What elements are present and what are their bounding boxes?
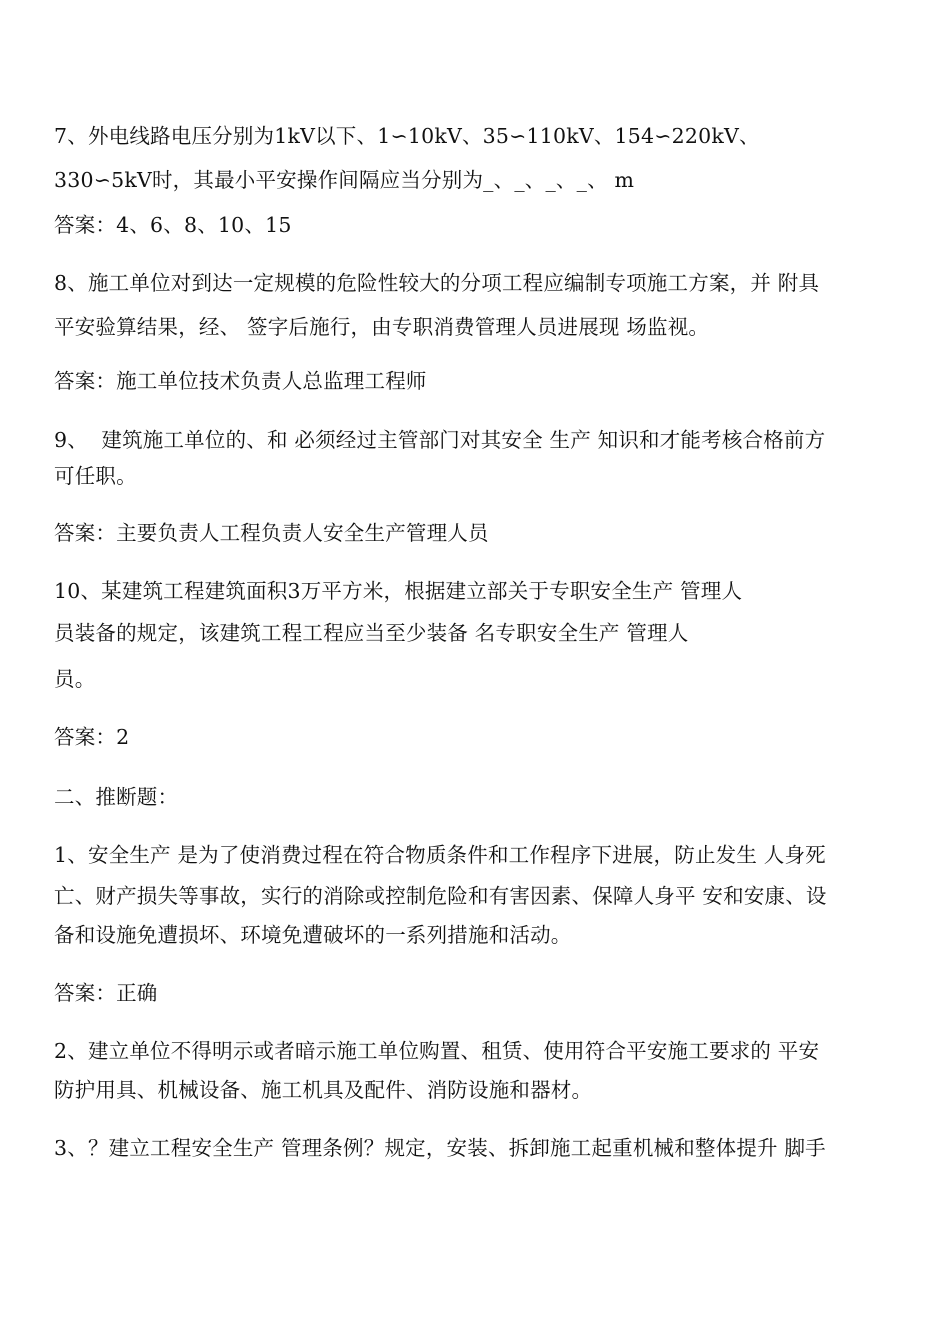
answer-judgement-1: 答案：正确 xyxy=(54,981,158,1005)
judgement-1-line-3: 备和设施免遭损坏、环境免遭破坏的一系列措施和活动。 xyxy=(54,923,572,947)
question-10-line-3: 员。 xyxy=(54,667,96,691)
section-heading-judgement: 二、推断题： xyxy=(54,785,179,809)
answer-10: 答案：2 xyxy=(54,725,130,749)
question-10-line-2: 员装备的规定，该建筑工程工程应当至少装备 名专职安全生产 管理人 xyxy=(54,621,689,645)
judgement-2-line-1: 2、建立单位不得明示或者暗示施工单位购置、租赁、使用符合平安施工要求的 平安 xyxy=(54,1039,820,1063)
question-9-line-1: 9、 建筑施工单位的、和 必须经过主管部门对其安全 生产 知识和才能考核合格前方 xyxy=(54,428,826,452)
answer-7: 答案：4、6、8、10、15 xyxy=(54,213,292,237)
judgement-2-line-2: 防护用具、机械设备、施工机具及配件、消防设施和器材。 xyxy=(54,1078,593,1102)
answer-9: 答案：主要负责人工程负责人安全生产管理人员 xyxy=(54,521,489,545)
question-10-line-1: 10、某建筑工程建筑面积3万平方米，根据建立部关于专职安全生产 管理人 xyxy=(54,579,743,603)
answer-8: 答案：施工单位技术负责人总监理工程师 xyxy=(54,369,427,393)
question-7-line-2: 330∽5kV时，其最小平安操作间隔应当分别为_、_、_、_、 m xyxy=(54,168,635,192)
question-7-line-1: 7、外电线路电压分别为1kV以下、1∽10kV、35∽110kV、154∽220kV、 xyxy=(54,124,760,148)
judgement-3-line-1: 3、？建立工程安全生产 管理条例？规定，安装、拆卸施工起重机械和整体提升 脚手 xyxy=(54,1136,826,1160)
judgement-1-line-2: 亡、财产损失等事故，实行的消除或控制危险和有害因素、保障人身平 安和安康、设 xyxy=(54,884,827,908)
question-8-line-1: 8、施工单位对到达一定规模的危险性较大的分项工程应编制专项施工方案，并 附具 xyxy=(54,271,820,295)
question-8-line-2: 平安验算结果，经、 签字后施行，由专职消费管理人员进展现 场监视。 xyxy=(54,315,710,339)
question-9-line-2: 可任职。 xyxy=(54,464,137,488)
judgement-1-line-1: 1、安全生产 是为了使消费过程在符合物质条件和工作程序下进展，防止发生 人身死 xyxy=(54,843,826,867)
